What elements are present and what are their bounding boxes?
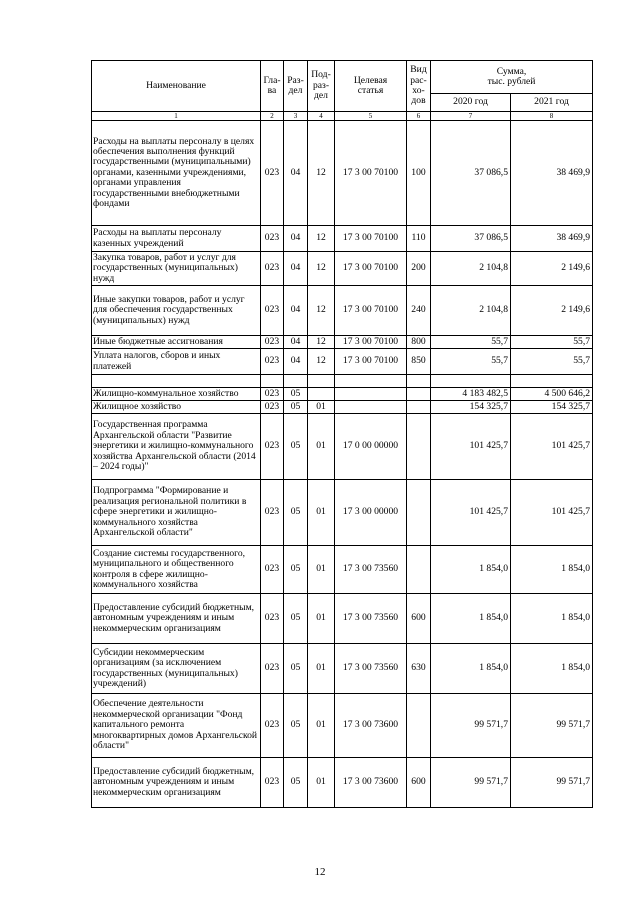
row-target-article: 17 3 00 73560 — [335, 644, 407, 694]
row-sum-2021: 1 854,0 — [511, 546, 593, 594]
row-subsection: 12 — [308, 349, 335, 375]
row-sum-2020: 55,7 — [431, 336, 511, 349]
header-section: Раз- дел — [284, 61, 308, 112]
header-year-2021: 2021 год — [511, 94, 593, 112]
row-section: 04 — [284, 252, 308, 286]
row-name: Предоставление субсидий бюджетным, автономным учреждениям и иным некоммерческим организациям — [92, 594, 261, 644]
row-expense-type — [407, 546, 431, 594]
row-expense-type — [407, 401, 431, 414]
row-chapter: 023 — [261, 226, 284, 252]
table-row — [92, 594, 593, 644]
row-target-article: 17 3 00 70100 — [335, 121, 407, 226]
row-sum-2021 — [511, 375, 593, 388]
table-row — [92, 286, 593, 336]
row-expense-type — [407, 388, 431, 401]
row-chapter: 023 — [261, 694, 284, 758]
row-name: Создание системы государственного, муниципального и общественного контроля в сфере жилищно-коммунального хозяйства — [92, 546, 261, 594]
row-chapter: 023 — [261, 480, 284, 546]
column-number: 8 — [511, 112, 593, 121]
row-section: 05 — [284, 594, 308, 644]
row-section: 05 — [284, 388, 308, 401]
row-sum-2021: 55,7 — [511, 336, 593, 349]
page-number: 12 — [314, 866, 326, 878]
row-expense-type: 600 — [407, 594, 431, 644]
row-chapter: 023 — [261, 594, 284, 644]
row-section: 04 — [284, 121, 308, 226]
row-expense-type: 200 — [407, 252, 431, 286]
row-subsection — [308, 388, 335, 401]
row-section: 05 — [284, 694, 308, 758]
table-row — [92, 226, 593, 252]
row-target-article: 17 3 00 73560 — [335, 546, 407, 594]
row-name: Жилищное хозяйство — [92, 401, 261, 414]
row-section: 04 — [284, 349, 308, 375]
row-target-article: 17 3 00 73560 — [335, 594, 407, 644]
row-sum-2020: 37 086,5 — [431, 226, 511, 252]
row-sum-2020: 99 571,7 — [431, 694, 511, 758]
table-row — [92, 349, 593, 375]
row-chapter: 023 — [261, 644, 284, 694]
row-subsection: 12 — [308, 252, 335, 286]
row-sum-2020: 2 104,8 — [431, 286, 511, 336]
row-expense-type: 240 — [407, 286, 431, 336]
row-sum-2021: 99 571,7 — [511, 694, 593, 758]
row-subsection: 01 — [308, 694, 335, 758]
row-target-article — [335, 388, 407, 401]
row-expense-type — [407, 694, 431, 758]
row-target-article — [335, 375, 407, 388]
row-target-article: 17 3 00 00000 — [335, 480, 407, 546]
row-sum-2021: 154 325,7 — [511, 401, 593, 414]
row-sum-2020: 99 571,7 — [431, 758, 511, 808]
table-row — [92, 546, 593, 594]
column-number: 6 — [407, 112, 431, 121]
header-subsection: Под- раз- дел — [308, 61, 335, 112]
table-row — [92, 644, 593, 694]
row-subsection: 01 — [308, 758, 335, 808]
row-name: Расходы на выплаты персоналу казенных учреждений — [92, 226, 261, 252]
row-target-article: 17 3 00 70100 — [335, 252, 407, 286]
row-sum-2021: 99 571,7 — [511, 758, 593, 808]
row-sum-2021: 4 500 646,2 — [511, 388, 593, 401]
row-sum-2020: 1 854,0 — [431, 644, 511, 694]
row-name: Субсидии некоммерческим организациям (за исключением государственных (муниципальных) учреждений) — [92, 644, 261, 694]
row-name: Иные бюджетные ассигнования — [92, 336, 261, 349]
row-expense-type — [407, 480, 431, 546]
row-sum-2020: 55,7 — [431, 349, 511, 375]
row-subsection: 12 — [308, 121, 335, 226]
row-name — [92, 375, 261, 388]
row-name: Расходы на выплаты персоналу в целях обеспечения выполнения функций государственными (муниципальными) органами, казенными учреждениями, органами управления государственными внебюджетными фондами — [92, 121, 261, 226]
column-number: 4 — [308, 112, 335, 121]
row-section: 04 — [284, 286, 308, 336]
row-name: Жилищно-коммунальное хозяйство — [92, 388, 261, 401]
row-sum-2020: 154 325,7 — [431, 401, 511, 414]
row-target-article: 17 3 00 73600 — [335, 694, 407, 758]
row-sum-2020: 101 425,7 — [431, 480, 511, 546]
table-row — [92, 758, 593, 808]
row-name: Закупка товаров, работ и услуг для государственных (муниципальных) нужд — [92, 252, 261, 286]
row-target-article: 17 3 00 70100 — [335, 286, 407, 336]
table-row — [92, 121, 593, 226]
row-expense-type — [407, 375, 431, 388]
row-section: 05 — [284, 644, 308, 694]
row-expense-type — [407, 414, 431, 480]
row-subsection: 01 — [308, 644, 335, 694]
row-subsection: 01 — [308, 414, 335, 480]
row-sum-2021: 101 425,7 — [511, 414, 593, 480]
table-row — [92, 388, 593, 401]
row-target-article: 17 3 00 73600 — [335, 758, 407, 808]
row-chapter: 023 — [261, 546, 284, 594]
row-expense-type: 100 — [407, 121, 431, 226]
row-section: 04 — [284, 336, 308, 349]
header-sum: Сумма, тыс. рублей — [431, 61, 593, 94]
row-sum-2021: 38 469,9 — [511, 226, 593, 252]
row-subsection: 12 — [308, 226, 335, 252]
row-chapter: 023 — [261, 388, 284, 401]
column-number: 3 — [284, 112, 308, 121]
row-sum-2020: 2 104,8 — [431, 252, 511, 286]
row-sum-2021: 1 854,0 — [511, 644, 593, 694]
row-section — [284, 375, 308, 388]
row-chapter: 023 — [261, 336, 284, 349]
row-section: 05 — [284, 758, 308, 808]
table-row — [92, 336, 593, 349]
header-name: Наименование — [92, 61, 261, 112]
row-target-article: 17 3 00 70100 — [335, 336, 407, 349]
row-chapter: 023 — [261, 121, 284, 226]
column-number: 1 — [92, 112, 261, 121]
row-expense-type: 630 — [407, 644, 431, 694]
column-number: 7 — [431, 112, 511, 121]
row-chapter: 023 — [261, 349, 284, 375]
row-section: 05 — [284, 401, 308, 414]
row-sum-2021: 1 854,0 — [511, 594, 593, 644]
row-chapter: 023 — [261, 414, 284, 480]
row-chapter: 023 — [261, 758, 284, 808]
row-name: Государственная программа Архангельской области "Развитие энергетики и жилищно-коммунального хозяйства Архангельской области (2014 – 2024 годы)" — [92, 414, 261, 480]
row-sum-2020 — [431, 375, 511, 388]
header-target-article: Целевая статья — [335, 61, 407, 112]
table-row — [92, 480, 593, 546]
row-chapter: 023 — [261, 252, 284, 286]
row-subsection: 01 — [308, 480, 335, 546]
table-row — [92, 694, 593, 758]
column-number: 2 — [261, 112, 284, 121]
row-subsection: 01 — [308, 546, 335, 594]
header-year-2020: 2020 год — [431, 94, 511, 112]
row-expense-type: 110 — [407, 226, 431, 252]
column-number: 5 — [335, 112, 407, 121]
table-row — [92, 401, 593, 414]
row-subsection: 01 — [308, 594, 335, 644]
row-section: 04 — [284, 226, 308, 252]
row-subsection — [308, 375, 335, 388]
row-expense-type: 600 — [407, 758, 431, 808]
row-sum-2021: 2 149,6 — [511, 252, 593, 286]
row-name: Уплата налогов, сборов и иных платежей — [92, 349, 261, 375]
row-name: Подпрограмма "Формирование и реализация региональной политики в сфере энергетики и жилищно-коммунального хозяйства Архангельской области" — [92, 480, 261, 546]
row-subsection: 01 — [308, 401, 335, 414]
row-sum-2020: 37 086,5 — [431, 121, 511, 226]
row-chapter — [261, 375, 284, 388]
row-subsection: 12 — [308, 336, 335, 349]
row-target-article: 17 0 00 00000 — [335, 414, 407, 480]
row-sum-2020: 101 425,7 — [431, 414, 511, 480]
table-row — [92, 252, 593, 286]
row-target-article: 17 3 00 70100 — [335, 226, 407, 252]
row-sum-2020: 1 854,0 — [431, 546, 511, 594]
row-subsection: 12 — [308, 286, 335, 336]
row-section: 05 — [284, 480, 308, 546]
row-sum-2021: 38 469,9 — [511, 121, 593, 226]
header-chapter: Гла- ва — [261, 61, 284, 112]
row-chapter: 023 — [261, 286, 284, 336]
row-name: Иные закупки товаров, работ и услуг для обеспечения государственных (муниципальных) нужд — [92, 286, 261, 336]
row-sum-2021: 55,7 — [511, 349, 593, 375]
row-chapter: 023 — [261, 401, 284, 414]
row-name: Обеспечение деятельности некоммерческой организации "Фонд капитального ремонта многоквартирных домов Архангельской области" — [92, 694, 261, 758]
row-sum-2020: 4 183 482,5 — [431, 388, 511, 401]
row-section: 05 — [284, 414, 308, 480]
row-target-article: 17 3 00 70100 — [335, 349, 407, 375]
row-expense-type: 800 — [407, 336, 431, 349]
header-expense-type: Вид рас- хо- дов — [407, 61, 431, 112]
table-row — [92, 375, 593, 388]
row-sum-2021: 101 425,7 — [511, 480, 593, 546]
row-sum-2021: 2 149,6 — [511, 286, 593, 336]
budget-table — [91, 60, 593, 808]
row-target-article — [335, 401, 407, 414]
table-row — [92, 414, 593, 480]
row-expense-type: 850 — [407, 349, 431, 375]
row-name: Предоставление субсидий бюджетным, автономным учреждениям и иным некоммерческим организациям — [92, 758, 261, 808]
row-sum-2020: 1 854,0 — [431, 594, 511, 644]
row-section: 05 — [284, 546, 308, 594]
